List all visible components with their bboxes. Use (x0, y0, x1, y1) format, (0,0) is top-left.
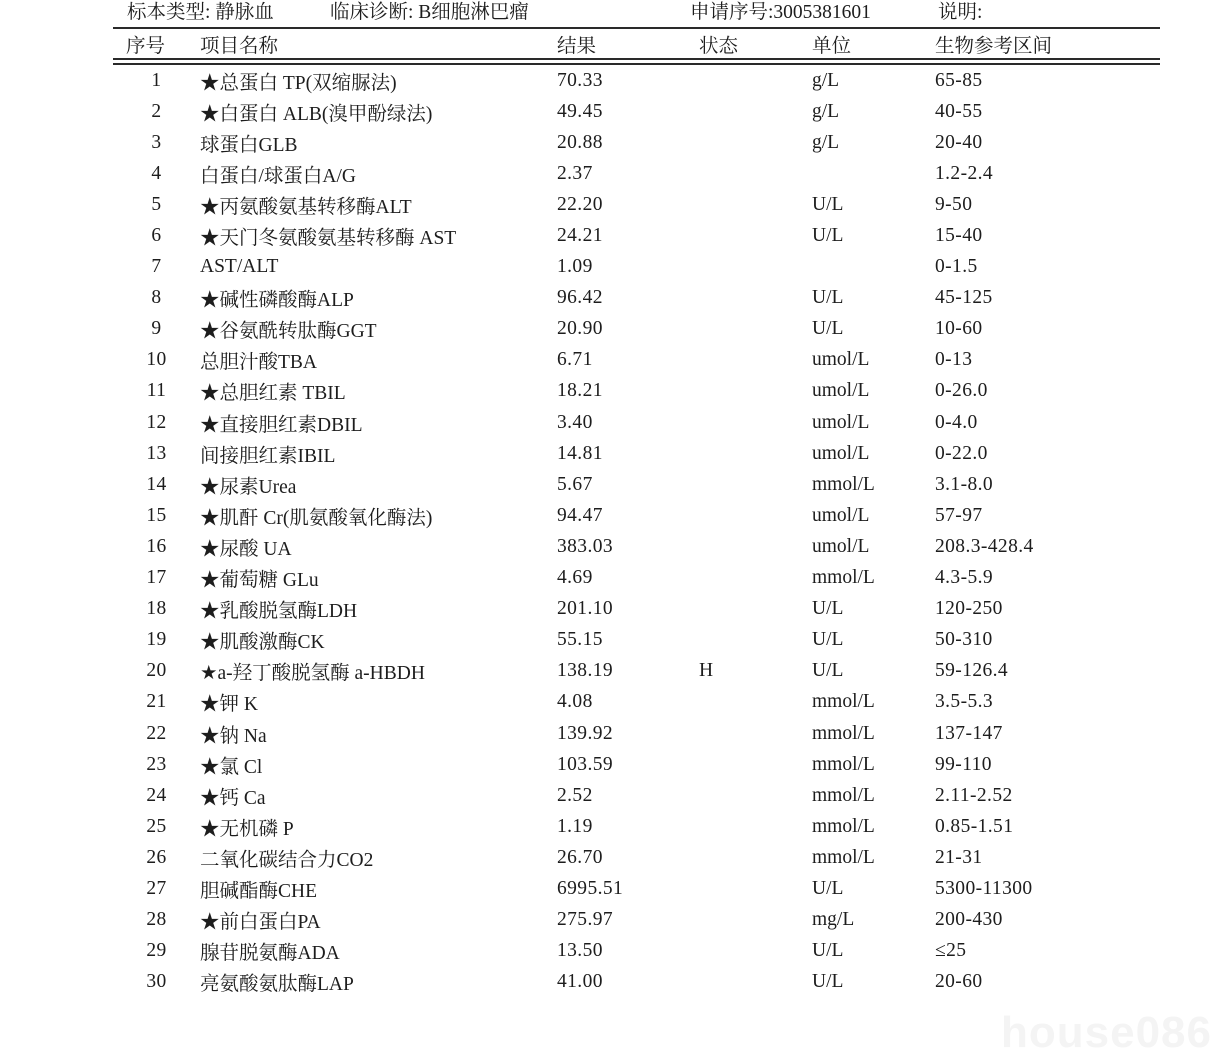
cell-item-name: ★肌酸激酶CK (200, 632, 325, 654)
table-row (113, 563, 1160, 594)
cell-seq: 30 (146, 971, 167, 993)
cell-seq: 22 (146, 722, 167, 744)
cell-unit: umol/L (812, 442, 870, 464)
cell-unit: U/L (812, 225, 844, 247)
cell-reference-range: 9-50 (935, 193, 973, 215)
cell-unit: mg/L (812, 909, 855, 931)
table-row (113, 531, 1160, 562)
report-meta-row (113, 0, 1160, 27)
table-row (113, 220, 1160, 251)
cell-seq: 1 (151, 69, 162, 91)
cell-item-name: ★尿素Urea (200, 476, 297, 498)
table-row (113, 687, 1160, 718)
table-row (113, 625, 1160, 656)
cell-seq: 20 (146, 660, 167, 682)
cell-item-name: ★a-羟丁酸脱氢酶 a-HBDH (200, 663, 425, 685)
cell-item-name: ★前白蛋白PA (200, 912, 321, 934)
cell-seq: 8 (151, 287, 162, 309)
cell-result: 4.69 (557, 567, 593, 589)
table-row (113, 252, 1160, 283)
cell-reference-range: 59-126.4 (935, 660, 1009, 682)
cell-item-name: ★天门冬氨酸氨基转移酶 AST (200, 228, 457, 250)
cell-seq: 15 (146, 504, 167, 526)
cell-reference-range: 20-40 (935, 131, 983, 153)
cell-item-name: 总胆汁酸TBA (200, 352, 318, 374)
cell-seq: 11 (146, 380, 167, 402)
cell-result: 3.40 (557, 411, 593, 433)
cell-result: 2.37 (557, 162, 593, 184)
column-header-result: 结果 (557, 35, 597, 57)
cell-reference-range: 0-22.0 (935, 442, 988, 464)
cell-seq: 29 (146, 940, 167, 962)
cell-reference-range: 3.1-8.0 (935, 473, 994, 495)
table-row (113, 811, 1160, 842)
cell-result: 383.03 (557, 535, 614, 557)
cell-result: 275.97 (557, 909, 614, 931)
cell-unit: mmol/L (812, 691, 875, 713)
cell-item-name: ★钾 K (200, 694, 258, 716)
cell-reference-range: 45-125 (935, 287, 993, 309)
cell-unit: U/L (812, 940, 844, 962)
cell-unit: umol/L (812, 535, 870, 557)
table-row (113, 905, 1160, 936)
table-row (113, 376, 1160, 407)
cell-result: 41.00 (557, 971, 603, 993)
cell-unit: g/L (812, 100, 840, 122)
cell-item-name: ★钙 Ca (200, 787, 266, 809)
cell-reference-range: 0-1.5 (935, 256, 978, 278)
cell-unit: U/L (812, 193, 844, 215)
cell-result: 201.10 (557, 598, 614, 620)
cell-result: 18.21 (557, 380, 603, 402)
cell-reference-range: 4.3-5.9 (935, 567, 994, 589)
cell-reference-range: 208.3-428.4 (935, 535, 1034, 557)
cell-result: 26.70 (557, 846, 603, 868)
cell-unit: umol/L (812, 411, 870, 433)
table-row (113, 314, 1160, 345)
table-row (113, 842, 1160, 873)
cell-item-name: 亮氨酸氨肽酶LAP (200, 974, 354, 996)
cell-seq: 23 (146, 753, 167, 775)
cell-reference-range: ≤25 (935, 940, 967, 962)
table-header-row (113, 29, 1160, 58)
table-row (113, 967, 1160, 998)
cell-unit: U/L (812, 660, 844, 682)
table-row (113, 438, 1160, 469)
table-row (113, 345, 1160, 376)
column-header-range: 生物参考区间 (935, 35, 1053, 57)
cell-item-name: ★钠 Na (200, 725, 267, 747)
cell-seq: 10 (146, 349, 167, 371)
cell-result: 139.92 (557, 722, 614, 744)
cell-reference-range: 40-55 (935, 100, 983, 122)
cell-unit: mmol/L (812, 567, 875, 589)
column-header-status: 状态 (699, 35, 739, 57)
cell-unit: U/L (812, 971, 844, 993)
cell-reference-range: 50-310 (935, 629, 993, 651)
table-row (113, 407, 1160, 438)
cell-result: 94.47 (557, 504, 603, 526)
cell-item-name: 腺苷脱氨酶ADA (200, 943, 340, 965)
table-row (113, 594, 1160, 625)
column-header-unit: 单位 (812, 35, 852, 57)
cell-result: 2.52 (557, 784, 593, 806)
cell-seq: 4 (151, 162, 162, 184)
cell-result: 96.42 (557, 287, 603, 309)
cell-result: 55.15 (557, 629, 603, 651)
cell-unit: mmol/L (812, 473, 875, 495)
cell-unit: umol/L (812, 380, 870, 402)
cell-item-name: ★谷氨酰转肽酶GGT (200, 321, 377, 343)
cell-item-name: 二氧化碳结合力CO2 (200, 849, 374, 871)
cell-result: 5.67 (557, 473, 593, 495)
cell-seq: 7 (151, 256, 162, 278)
cell-seq: 28 (146, 909, 167, 931)
cell-seq: 21 (146, 691, 167, 713)
cell-seq: 18 (146, 598, 167, 620)
note-label: 说明: (938, 2, 983, 23)
header-rule (113, 58, 1160, 65)
cell-reference-range: 2.11-2.52 (935, 784, 1013, 806)
cell-seq: 26 (146, 846, 167, 868)
cell-seq: 5 (151, 193, 162, 215)
cell-unit: U/L (812, 629, 844, 651)
cell-result: 6.71 (557, 349, 593, 371)
cell-seq: 3 (151, 131, 162, 153)
cell-result: 4.08 (557, 691, 593, 713)
cell-unit: mmol/L (812, 722, 875, 744)
cell-reference-range: 20-60 (935, 971, 983, 993)
cell-item-name: ★乳酸脱氢酶LDH (200, 601, 358, 623)
cell-seq: 6 (151, 225, 162, 247)
column-header-seq: 序号 (126, 35, 166, 57)
cell-status: H (699, 660, 714, 682)
cell-item-name: 间接胆红素IBIL (200, 445, 336, 467)
table-row (113, 283, 1160, 314)
cell-seq: 16 (146, 535, 167, 557)
table-row (113, 780, 1160, 811)
cell-unit: g/L (812, 69, 840, 91)
clinical-diagnosis: 临床诊断: B细胞淋巴瘤 (330, 2, 529, 23)
table-row (113, 127, 1160, 158)
cell-reference-range: 65-85 (935, 69, 983, 91)
cell-reference-range: 21-31 (935, 846, 983, 868)
table-row (113, 189, 1160, 220)
table-row (113, 500, 1160, 531)
cell-reference-range: 57-97 (935, 504, 983, 526)
cell-seq: 2 (151, 100, 162, 122)
cell-item-name: ★丙氨酸氨基转移酶ALT (200, 196, 412, 218)
cell-result: 138.19 (557, 660, 614, 682)
cell-unit: U/L (812, 287, 844, 309)
table-row (113, 469, 1160, 500)
specimen-type: 标本类型: 静脉血 (127, 2, 274, 23)
cell-reference-range: 10-60 (935, 318, 983, 340)
cell-unit: mmol/L (812, 815, 875, 837)
cell-result: 103.59 (557, 753, 614, 775)
cell-seq: 17 (146, 567, 167, 589)
cell-reference-range: 120-250 (935, 598, 1003, 620)
cell-result: 1.19 (557, 815, 593, 837)
cell-unit: umol/L (812, 349, 870, 371)
table-row (113, 749, 1160, 780)
cell-result: 22.20 (557, 193, 603, 215)
cell-result: 14.81 (557, 442, 603, 464)
cell-item-name: ★总蛋白 TP(双缩脲法) (200, 72, 397, 94)
cell-seq: 13 (146, 442, 167, 464)
cell-item-name: 白蛋白/球蛋白A/G (200, 165, 357, 187)
cell-item-name: ★氯 Cl (200, 756, 263, 778)
cell-unit: U/L (812, 598, 844, 620)
cell-item-name: 球蛋白GLB (200, 134, 298, 156)
cell-reference-range: 0-4.0 (935, 411, 978, 433)
cell-item-name: ★直接胆红素DBIL (200, 414, 363, 436)
cell-reference-range: 0.85-1.51 (935, 815, 1014, 837)
cell-reference-range: 1.2-2.4 (935, 162, 994, 184)
cell-item-name: ★无机磷 P (200, 818, 294, 840)
cell-item-name: ★白蛋白 ALB(溴甲酚绿法) (200, 103, 433, 125)
cell-seq: 12 (146, 411, 167, 433)
table-row (113, 96, 1160, 127)
cell-seq: 19 (146, 629, 167, 651)
cell-reference-range: 5300-11300 (935, 877, 1033, 899)
cell-result: 24.21 (557, 225, 603, 247)
lab-report-table (113, 0, 1160, 998)
cell-seq: 24 (146, 784, 167, 806)
cell-unit: umol/L (812, 504, 870, 526)
cell-reference-range: 0-13 (935, 349, 973, 371)
cell-reference-range: 3.5-5.3 (935, 691, 994, 713)
cell-result: 13.50 (557, 940, 603, 962)
cell-reference-range: 0-26.0 (935, 380, 988, 402)
cell-item-name: ★碱性磷酸酶ALP (200, 290, 354, 312)
cell-item-name: ★尿酸 UA (200, 538, 292, 560)
cell-reference-range: 137-147 (935, 722, 1003, 744)
table-row (113, 158, 1160, 189)
cell-result: 49.45 (557, 100, 603, 122)
cell-item-name: ★葡萄糖 GLu (200, 570, 319, 592)
cell-seq: 25 (146, 815, 167, 837)
cell-reference-range: 200-430 (935, 909, 1003, 931)
column-header-name: 项目名称 (200, 35, 279, 57)
cell-seq: 9 (151, 318, 162, 340)
cell-reference-range: 15-40 (935, 225, 983, 247)
cell-item-name: ★肌酐 Cr(肌氨酸氧化酶法) (200, 507, 433, 529)
table-row (113, 936, 1160, 967)
cell-item-name: 胆碱酯酶CHE (200, 880, 318, 902)
cell-seq: 27 (146, 877, 167, 899)
table-row (113, 873, 1160, 904)
table-row (113, 65, 1160, 96)
cell-result: 20.88 (557, 131, 603, 153)
watermark-text: house086 (1001, 1008, 1212, 1057)
cell-unit: U/L (812, 318, 844, 340)
cell-reference-range: 99-110 (935, 753, 992, 775)
cell-unit: U/L (812, 877, 844, 899)
cell-unit: mmol/L (812, 784, 875, 806)
cell-unit: mmol/L (812, 753, 875, 775)
table-body (113, 65, 1160, 998)
cell-item-name: AST/ALT (200, 256, 279, 278)
table-row (113, 656, 1160, 687)
cell-result: 70.33 (557, 69, 603, 91)
request-number: 申请序号:3005381601 (690, 2, 871, 23)
cell-seq: 14 (146, 473, 167, 495)
cell-result: 20.90 (557, 318, 603, 340)
cell-unit: g/L (812, 131, 840, 153)
cell-result: 1.09 (557, 256, 593, 278)
cell-result: 6995.51 (557, 877, 624, 899)
cell-item-name: ★总胆红素 TBIL (200, 383, 346, 405)
table-row (113, 718, 1160, 749)
cell-unit: mmol/L (812, 846, 875, 868)
